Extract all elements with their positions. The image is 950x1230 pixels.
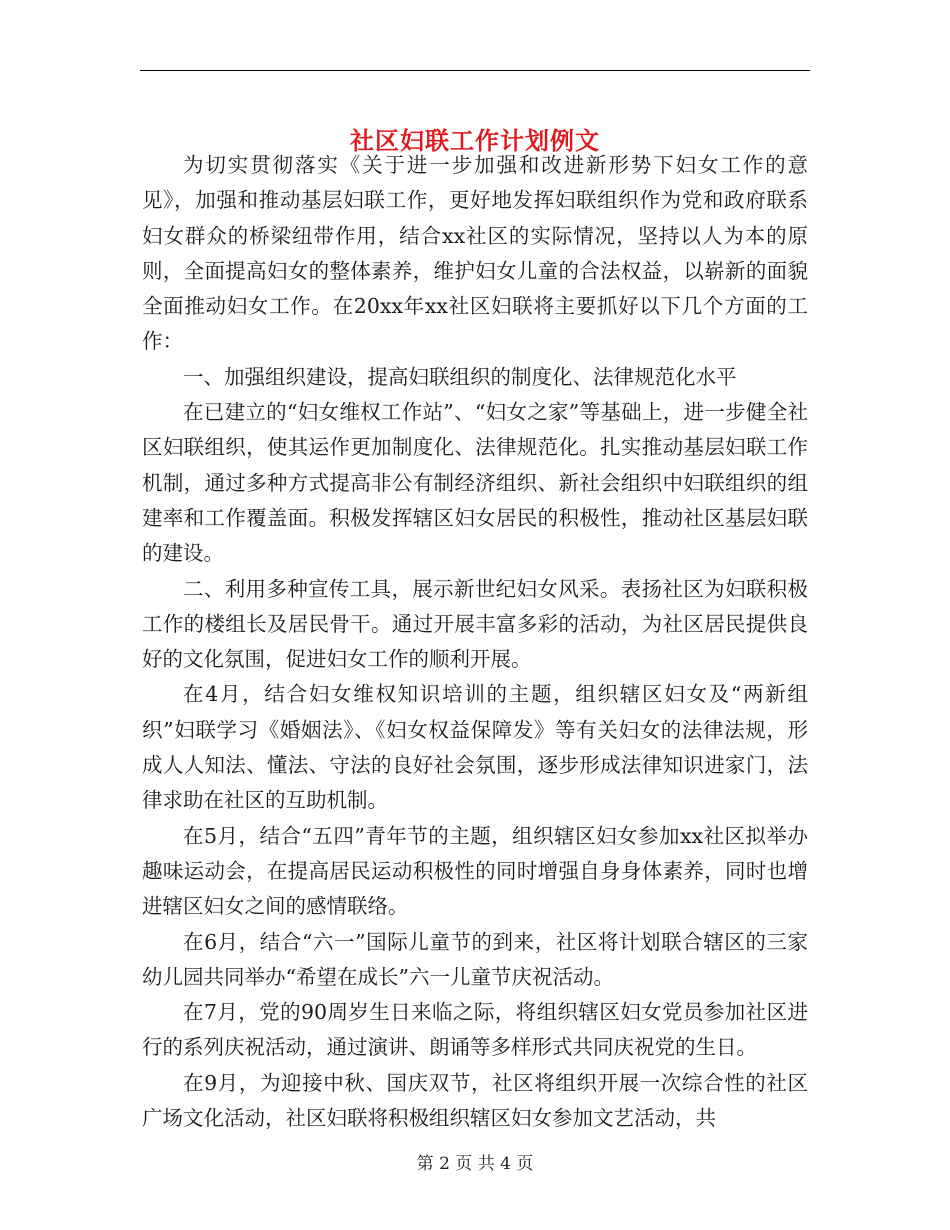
- paragraph-july: 在7月，党的90周岁生日来临之际，将组织辖区妇女党员参加社区进行的系列庆祝活动，通过演讲、朗诵等多样形式共同庆祝党的生日。: [142, 1000, 808, 1060]
- paragraph-april: 在4月，结合妇女维权知识培训的主题，组织辖区妇女及“两新组织”妇联学习《婚姻法》、《妇女权益保障发》等有关妇女的法律法规，形成人人知法、懂法、守法的良好社会氛围，逐步形成法律知识进家门，法律求助在社区的互助机制。: [142, 682, 808, 813]
- header-rule: [140, 70, 810, 71]
- paragraph-june: 在6月，结合“六一”国际儿童节的到来，社区将计划联合辖区的三家幼儿园共同举办“希望在成长”六一儿童节庆祝活动。: [142, 929, 808, 989]
- paragraph-section-1-heading: 一、加强组织建设，提高妇联组织的制度化、法律规范化水平: [183, 364, 737, 389]
- paragraph-section-2: 二、利用多种宣传工具，展示新世纪妇女风采。表扬社区为妇联积极工作的楼组长及居民骨干。通过开展丰富多彩的活动，为社区居民提供良好的文化氛围，促进妇女工作的顺利开展。: [142, 576, 808, 672]
- paragraph-may: 在5月，结合“五四”青年节的主题，组织辖区妇女参加xx社区拟举办趣味运动会，在提高居民运动积极性的同时增强自身身体素养，同时也增进辖区妇女之间的感情联络。: [142, 823, 808, 919]
- page-number: 第 2 页 共 4 页: [416, 1154, 534, 1174]
- paragraph-intro: 为切实贯彻落实《关于进一步加强和改进新形势下妇女工作的意见》，加强和推动基层妇联工作，更好地发挥妇联组织作为党和政府联系妇女群众的桥梁纽带作用，结合xx社区的实际情况，坚持以人为本的原则，全面提高妇女的整体素养，维护妇女儿童的合法权益，以崭新的面貌全面推动妇女工作。在20xx年xx社区妇联将主要抓好以下几个方面的工作：: [142, 153, 808, 354]
- document-title: 社区妇联工作计划例文: [350, 126, 600, 156]
- paragraph-section-1-body: 在已建立的“妇女维权工作站”、“妇女之家”等基础上，进一步健全社区妇联组织，使其运作更加制度化、法律规范化。扎实推动基层妇联工作机制，通过多种方式提高非公有制经济组织、新社会组织中妇联组织的组建率和工作覆盖面。积极发挥辖区妇女居民的积极性，推动社区基层妇联的建设。: [142, 400, 808, 566]
- paragraph-september: 在9月，为迎接中秋、国庆双节，社区将组织开展一次综合性的社区广场文化活动，社区妇联将积极组织辖区妇女参加文艺活动，共: [142, 1070, 808, 1131]
- document-body: [142, 148, 808, 1136]
